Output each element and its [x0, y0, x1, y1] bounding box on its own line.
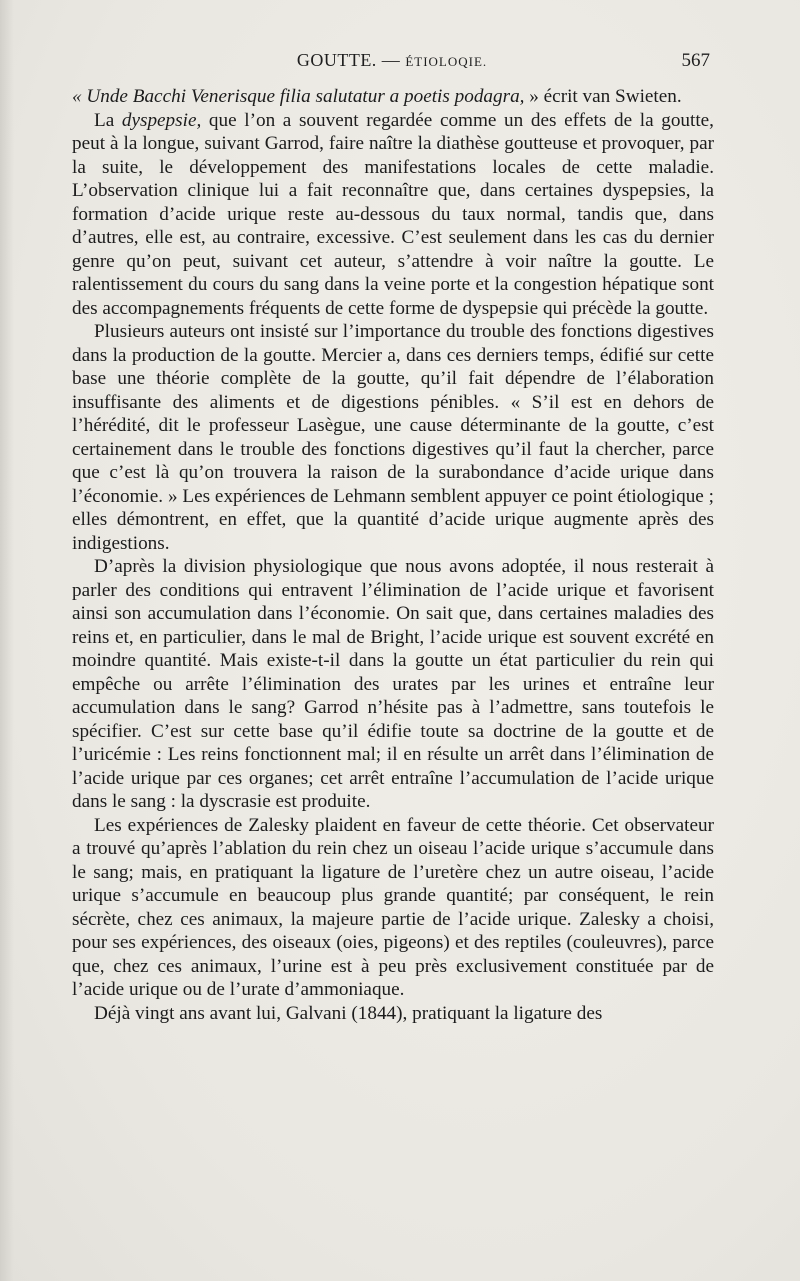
running-head-subtitle: ÉTIOLOQIE.: [405, 54, 488, 69]
paragraph-2-lead: La: [94, 109, 122, 131]
paragraph-5: Les expériences de Zalesky plaident en faveur de cette théorie. Cet observateur a trouvé qu’après l’ablation du rein chez un oiseau l’acide urique s’accumule dans le sang; mais, en pratiquant la ligature de l’uretère chez un autre oiseau, l’acide urique s’accumule en beaucoup plus grande quantité; par conséquent, le rein sécrète, chez ces animaux, la majeure partie de l’acide urique. Zalesky a choisi, pour ses expériences, des oiseaux (oies, pigeons) et des reptiles (couleuvres), parce que, chez ces animaux, l’urine est à peu près exclusivement constituée par de l’acide urique ou de l’urate d’ammoniaque.: [72, 814, 714, 1000]
page-gutter-shadow: [0, 0, 14, 1281]
paragraph-4: D’après la division physiologique que nous avons adoptée, il nous resterait à parler des conditions qui entravent l’élimination de l’acide urique et favorisent ainsi son accumulation dans l’économie. On sait que, dans certaines maladies des reins et, en particulier, dans le mal de Bright, l’acide urique est souvent excrété en moindre quantité. Mais existe-t-il dans la goutte un état particulier du rein qui empêche ou arrête l’élimination des urates par les urines et entraîne leur accumulation dans le sang? Garrod n’hésite pas à l’admettre, sans toutefois le spécifier. C’est sur cette base qu’il édifie toute sa doctrine de la goutte et de l’uricémie : Les reins fonctionnent mal; il en résulte un arrêt dans l’élimination de l’acide urique par ces organes; cet arrêt entraîne l’accumulation de l’acide urique dans le sang : la dyscrasie est produite.: [72, 556, 714, 812]
running-head: [72, 50, 712, 71]
body-text: [72, 85, 714, 1025]
page-header: [72, 50, 712, 80]
paragraph-2: [72, 109, 714, 321]
page-number: 567: [681, 50, 710, 71]
paragraph-2-text: que l’on a souvent regardée comme un des effets de la goutte, peut à la longue, suivant Garrod, faire naître la diathèse goutteuse et provoquer, par la suite, le développement des manifestations locales de cette maladie. L’observation clinique lui a fait reconnaître que, dans certaines dyspepsies, la formation d’acide urique reste au-dessous du taux normal, tandis que, dans d’autres, elle est, au contraire, excessive. C’est seulement dans les cas du dernier genre qu’on peut, suivant cet auteur, s’attendre à voir naître la goutte. Le ralentissement du cours du sang dans la veine porte et la congestion hépatique sont des accompagnements fréquents de cette forme de dyspepsie qui précède la goutte.: [72, 109, 714, 319]
paragraph-1-text: » écrit van Swieten.: [524, 86, 682, 107]
paragraph-6: Déjà vingt ans avant lui, Galvani (1844), pratiquant la ligature des: [94, 1002, 603, 1024]
paragraph-1-quote: « Unde Bacchi Venerisque filia salutatur a poetis podagra,: [72, 86, 525, 107]
paragraph-2-term: dyspepsie,: [121, 109, 202, 131]
paragraph-1: [72, 85, 714, 109]
running-head-title: GOUTTE. —: [296, 50, 401, 70]
paragraph-3: Plusieurs auteurs ont insisté sur l’importance du trouble des fonctions digestives dans la production de la goutte. Mercier a, dans ces derniers temps, édifié sur cette base une théorie complète de la goutte, qu’il fait dépendre de l’élaboration insuffisante des aliments et de digestions pénibles. « S’il est en dehors de l’hérédité, dit le professeur Lasègue, une cause déterminante de la goutte, c’est certainement dans le trouble des fonctions digestives qu’il faut la chercher, parce que c’est là qu’on trouvera la raison de la surabondance d’acide urique dans l’économie. » Les expériences de Lehmann semblent appuyer ce point étiologique ; elles démontrent, en effet, que la quantité d’acide urique augmente après des indigestions.: [72, 321, 714, 554]
